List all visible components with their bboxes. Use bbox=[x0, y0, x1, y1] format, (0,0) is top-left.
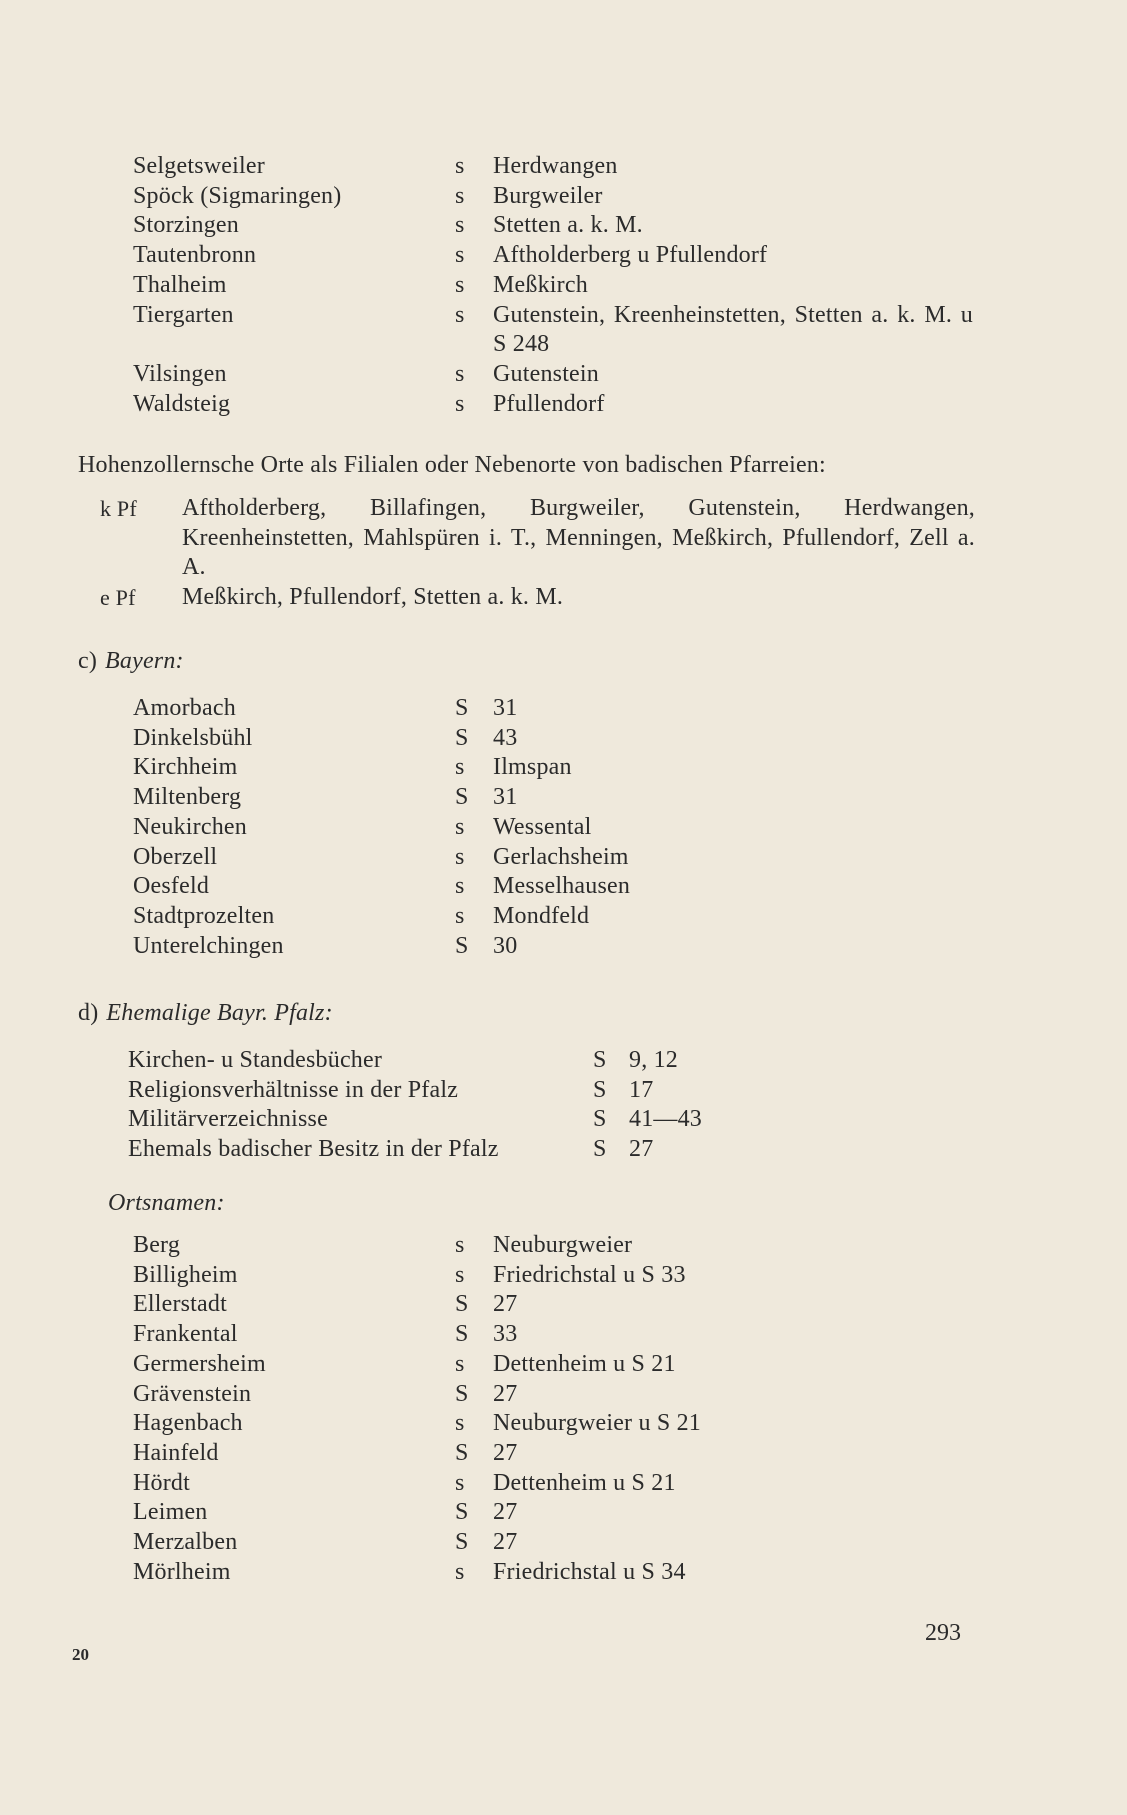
reference-mark: s bbox=[455, 271, 465, 298]
place-name: Berg bbox=[133, 1232, 181, 1258]
reference-value: Gutenstein, Kreenheinstetten, Stetten a. k. M. u S 248 bbox=[493, 301, 973, 358]
pfalz-topics-table bbox=[128, 1046, 748, 1165]
table-row bbox=[133, 1350, 753, 1380]
place-name: Thalheim bbox=[133, 271, 227, 298]
reference-mark: S bbox=[593, 1076, 607, 1103]
reference-value: 27 bbox=[493, 1499, 518, 1526]
reference-value: Wessental bbox=[493, 813, 592, 840]
parish-label: e Pf bbox=[100, 585, 136, 611]
table-row bbox=[133, 152, 973, 182]
reference-mark: s bbox=[455, 360, 465, 387]
table-row bbox=[128, 1135, 748, 1165]
section-c-heading bbox=[78, 647, 184, 677]
reference-mark: S bbox=[455, 1291, 469, 1318]
reference-value: Stetten a. k. M. bbox=[493, 212, 643, 239]
reference-mark: s bbox=[455, 843, 465, 870]
reference-value: Messelhausen bbox=[493, 873, 631, 900]
reference-mark: s bbox=[455, 182, 465, 209]
reference-mark: s bbox=[455, 754, 465, 781]
place-name: Amorbach bbox=[133, 695, 236, 721]
table-row bbox=[133, 813, 733, 843]
ortsnamen-table bbox=[133, 1231, 753, 1587]
reference-value: Friedrichstal u S 34 bbox=[493, 1558, 686, 1585]
place-name: Germersheim bbox=[133, 1350, 266, 1377]
place-name: Hainfeld bbox=[133, 1439, 219, 1466]
reference-mark: s bbox=[455, 1232, 465, 1258]
place-name: Spöck (Sigmaringen) bbox=[133, 182, 342, 209]
reference-value: Neuburgweier u S 21 bbox=[493, 1410, 701, 1437]
table-row bbox=[128, 1076, 748, 1106]
reference-value: 27 bbox=[629, 1136, 654, 1163]
reference-value: Neuburgweier bbox=[493, 1232, 633, 1258]
ortsnamen-heading: Ortsnamen: bbox=[108, 1190, 225, 1216]
reference-mark: s bbox=[455, 301, 465, 328]
reference-value: Aftholderberg u Pfullendorf bbox=[493, 242, 768, 269]
table-row bbox=[133, 1261, 753, 1291]
reference-value: Meßkirch bbox=[493, 271, 588, 298]
reference-value: Dettenheim u S 21 bbox=[493, 1350, 676, 1377]
table-row bbox=[133, 1320, 753, 1350]
table-row bbox=[133, 211, 973, 241]
hohenzollern-heading: Hohenzollernsche Orte als Filialen oder Nebenorte von badischen Pfarreien: bbox=[78, 452, 826, 478]
table-row bbox=[133, 872, 733, 902]
reference-mark: s bbox=[455, 242, 465, 269]
reference-value: Ilmspan bbox=[493, 754, 572, 781]
place-name: Tautenbronn bbox=[133, 242, 257, 269]
place-name: Mörlheim bbox=[133, 1558, 231, 1585]
table-row bbox=[133, 1290, 753, 1320]
reference-value: 27 bbox=[493, 1291, 518, 1318]
table-row bbox=[133, 182, 973, 212]
reference-value: Gutenstein bbox=[493, 360, 599, 387]
reference-value: 41—43 bbox=[629, 1106, 702, 1133]
reference-value: Burgweiler bbox=[493, 182, 603, 209]
reference-mark: s bbox=[455, 902, 465, 929]
parish-entry bbox=[100, 583, 975, 613]
parish-entries bbox=[100, 494, 975, 613]
reference-value: 27 bbox=[493, 1529, 518, 1556]
table-row bbox=[133, 390, 973, 420]
table-row bbox=[133, 783, 733, 813]
place-name: Neukirchen bbox=[133, 813, 247, 840]
table-row bbox=[133, 1558, 753, 1588]
table-row bbox=[133, 843, 733, 873]
reference-mark: s bbox=[455, 1350, 465, 1377]
table-row bbox=[133, 301, 973, 360]
topic-name: Militärverzeichnisse bbox=[128, 1106, 328, 1133]
reference-mark: s bbox=[455, 1410, 465, 1437]
reference-value: 17 bbox=[629, 1076, 654, 1103]
topic-name: Religionsverhältnisse in der Pfalz bbox=[128, 1076, 459, 1103]
section-title: Ehemalige Bayr. Pfalz: bbox=[106, 1000, 333, 1026]
section-d-heading bbox=[78, 999, 333, 1029]
reference-value: 33 bbox=[493, 1321, 518, 1348]
place-name: Frankental bbox=[133, 1321, 238, 1348]
parish-entry bbox=[100, 494, 975, 583]
table-row bbox=[133, 271, 973, 301]
reference-mark: s bbox=[455, 1558, 465, 1585]
reference-mark: S bbox=[455, 724, 469, 751]
reference-mark: S bbox=[455, 1380, 469, 1407]
reference-value: Friedrichstal u S 33 bbox=[493, 1261, 686, 1288]
place-name: Leimen bbox=[133, 1499, 208, 1526]
table-row bbox=[133, 724, 733, 754]
parish-label: k Pf bbox=[100, 496, 137, 521]
baden-places-table bbox=[133, 152, 973, 419]
reference-mark: S bbox=[455, 932, 469, 959]
place-name: Grävenstein bbox=[133, 1380, 252, 1407]
place-name: Waldsteig bbox=[133, 390, 231, 417]
reference-mark: S bbox=[593, 1047, 607, 1073]
table-row bbox=[133, 241, 973, 271]
reference-mark: s bbox=[455, 153, 465, 179]
reference-value: Pfullendorf bbox=[493, 390, 605, 417]
reference-mark: S bbox=[593, 1106, 607, 1133]
reference-value: 27 bbox=[493, 1439, 518, 1466]
reference-value: 30 bbox=[493, 932, 518, 959]
place-name: Unterelchingen bbox=[133, 932, 284, 959]
reference-mark: S bbox=[455, 1529, 469, 1556]
reference-mark: S bbox=[455, 1439, 469, 1466]
table-row bbox=[133, 360, 973, 390]
table-row bbox=[133, 1231, 753, 1261]
parish-text: Meßkirch, Pfullendorf, Stetten a. k. M. bbox=[182, 584, 564, 611]
reference-value: Dettenheim u S 21 bbox=[493, 1469, 676, 1496]
place-name: Billigheim bbox=[133, 1261, 238, 1288]
table-row bbox=[133, 1409, 753, 1439]
section-label: d) bbox=[78, 1000, 99, 1026]
table-row bbox=[133, 1380, 753, 1410]
section-title: Bayern: bbox=[105, 648, 184, 674]
table-row bbox=[133, 1469, 753, 1499]
topic-name: Kirchen- u Standesbücher bbox=[128, 1047, 383, 1073]
reference-value: Gerlachsheim bbox=[493, 843, 629, 870]
place-name: Kirchheim bbox=[133, 754, 238, 781]
place-name: Hördt bbox=[133, 1469, 190, 1496]
place-name: Tiergarten bbox=[133, 301, 234, 328]
place-name: Storzingen bbox=[133, 212, 239, 239]
reference-mark: s bbox=[455, 813, 465, 840]
reference-value: 31 bbox=[493, 784, 518, 811]
reference-value: Mondfeld bbox=[493, 902, 590, 929]
reference-mark: s bbox=[455, 1469, 465, 1496]
table-row bbox=[133, 1528, 753, 1558]
reference-value: 9, 12 bbox=[629, 1047, 678, 1073]
reference-value: Herdwangen bbox=[493, 153, 618, 179]
reference-mark: s bbox=[455, 873, 465, 900]
table-row bbox=[133, 932, 733, 962]
reference-value: 27 bbox=[493, 1380, 518, 1407]
signature-mark: 20 bbox=[72, 1645, 89, 1664]
section-label: c) bbox=[78, 648, 98, 674]
place-name: Merzalben bbox=[133, 1529, 238, 1556]
reference-mark: S bbox=[455, 1321, 469, 1348]
parish-text: Aftholderberg, Billafingen, Burgweiler, Gutenstein, Herdwangen, Kreenheinstetten, Mahlspüren i. T., Menningen, Meßkirch, Pfullendorf, Zell a. A. bbox=[182, 495, 975, 581]
reference-mark: S bbox=[593, 1136, 607, 1163]
place-name: Dinkelsbühl bbox=[133, 724, 253, 751]
reference-value: 31 bbox=[493, 695, 518, 721]
reference-mark: S bbox=[455, 784, 469, 811]
table-row bbox=[133, 1439, 753, 1469]
reference-mark: S bbox=[455, 695, 469, 721]
place-name: Selgetsweiler bbox=[133, 153, 265, 179]
reference-mark: s bbox=[455, 1261, 465, 1288]
bayern-places-table bbox=[133, 694, 733, 961]
place-name: Stadtprozelten bbox=[133, 902, 275, 929]
place-name: Miltenberg bbox=[133, 784, 242, 811]
table-row bbox=[133, 694, 733, 724]
reference-mark: S bbox=[455, 1499, 469, 1526]
reference-value: 43 bbox=[493, 724, 518, 751]
place-name: Vilsingen bbox=[133, 360, 227, 387]
place-name: Oesfeld bbox=[133, 873, 210, 900]
reference-mark: s bbox=[455, 212, 465, 239]
reference-mark: s bbox=[455, 390, 465, 417]
page-number: 293 bbox=[925, 1620, 961, 1646]
place-name: Hagenbach bbox=[133, 1410, 243, 1437]
table-row bbox=[128, 1046, 748, 1076]
table-row bbox=[133, 753, 733, 783]
place-name: Oberzell bbox=[133, 843, 218, 870]
topic-name: Ehemals badischer Besitz in der Pfalz bbox=[128, 1136, 499, 1163]
place-name: Ellerstadt bbox=[133, 1291, 227, 1318]
table-row bbox=[128, 1105, 748, 1135]
table-row bbox=[133, 1498, 753, 1528]
table-row bbox=[133, 902, 733, 932]
